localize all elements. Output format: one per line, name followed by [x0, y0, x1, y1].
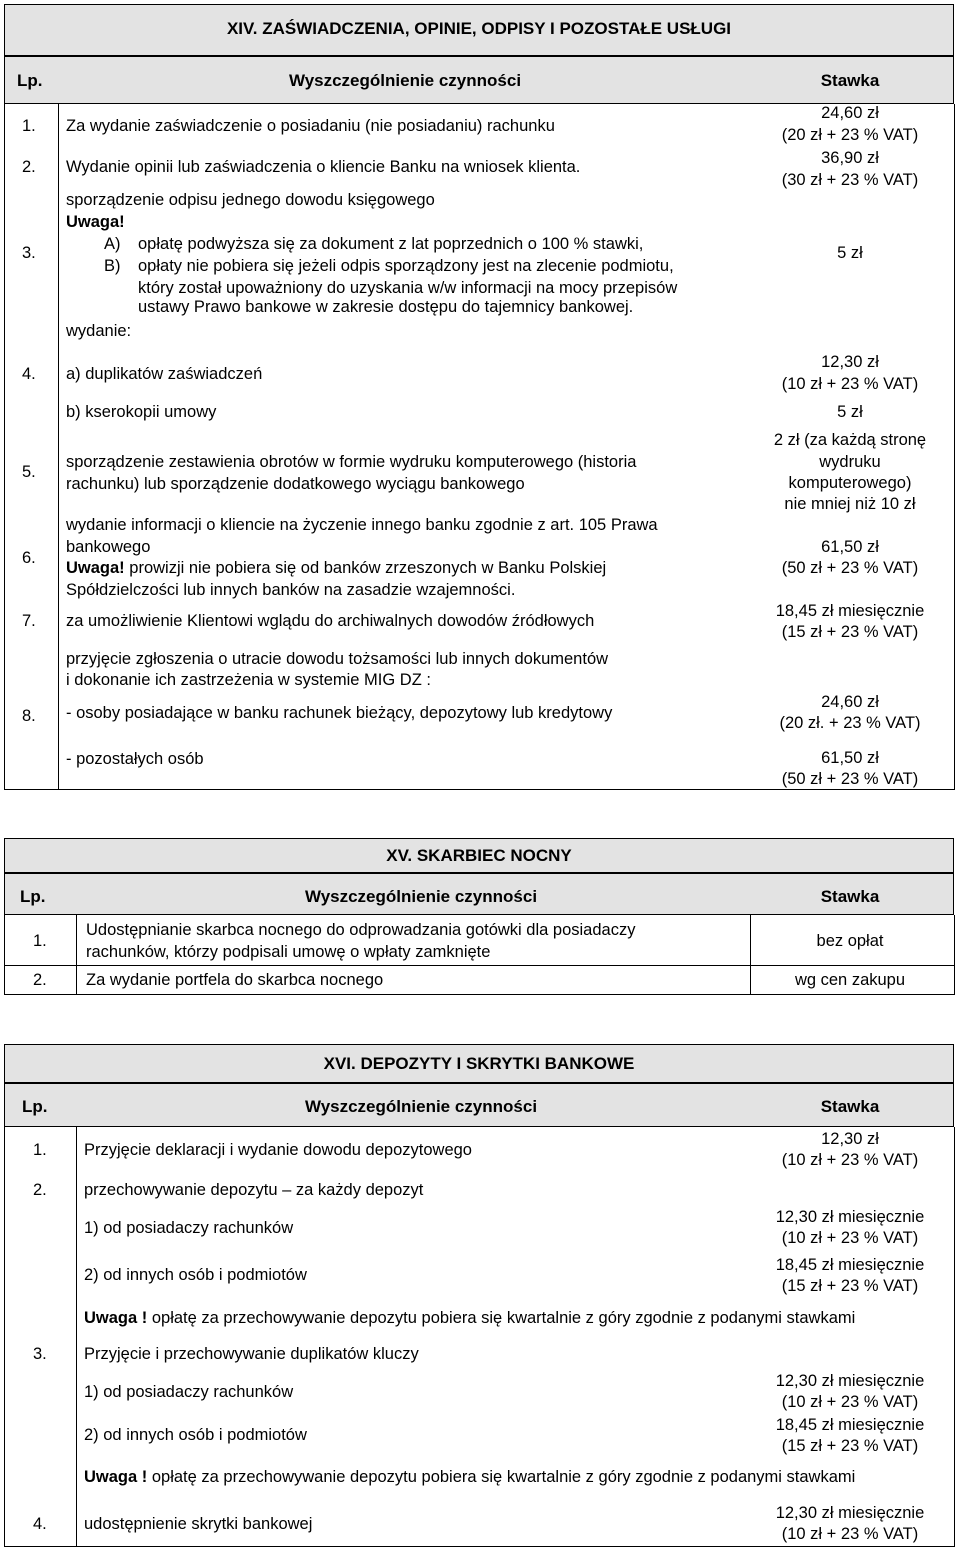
row-text: Za wydanie portfela do skarbca nocnego: [86, 971, 384, 989]
section-xiv-title: XIV. ZAŚWIADCZENIA, OPINIE, ODPISY I POZOSTAŁE USŁUGI: [226, 19, 732, 38]
row-number: 3.: [33, 1345, 47, 1363]
row-rate-vat: (20 zł. + 23 % VAT): [779, 714, 921, 732]
row-text: wydanie informacji o kliencie na życzenie innego banku zgodnie z art. 105 Prawa: [66, 516, 658, 534]
row-rate-vat: (10 zł + 23 % VAT): [781, 1151, 919, 1169]
list-item-text: ustawy Prawo bankowe w zakresie dostępu do tajemnicy bankowej.: [138, 298, 634, 316]
row-rate: 36,90 zł: [821, 149, 879, 167]
col-header-rate: Stawka: [820, 1097, 880, 1116]
row-text: 1) od posiadaczy rachunków: [84, 1219, 294, 1237]
row-text: 2) od innych osób i podmiotów: [84, 1426, 307, 1444]
warning-label: Uwaga !: [84, 1309, 148, 1327]
row-divider: [4, 965, 955, 966]
row-text: sporządzenie zestawienia obrotów w formie wydruku komputerowego (historia: [66, 453, 637, 471]
row-text: za umożliwienie Klientowi wglądu do archiwalnych dowodów źródłowych: [66, 612, 595, 630]
table-border-right: [954, 915, 955, 995]
row-rate: 24,60 zł: [821, 693, 879, 711]
table-border-bottom: [4, 1546, 955, 1547]
row-text: rachunku) lub sporządzenie dodatkowego wyciągu bankowego: [66, 475, 525, 493]
row-rate-vat: (10 zł + 23 % VAT): [781, 375, 919, 393]
list-item-text: opłaty nie pobiera się jeżeli odpis sporządzony jest na zlecenie podmiotu,: [138, 257, 674, 275]
table-border-left: [4, 915, 5, 995]
col-header-lp: Lp.: [20, 887, 46, 906]
row-text: 1) od posiadaczy rachunków: [84, 1383, 294, 1401]
row-rate: 12,30 zł: [821, 353, 879, 371]
table-border-left: [4, 104, 5, 790]
row-rate: 61,50 zł: [821, 538, 879, 556]
row-rate: 5 zł: [837, 403, 863, 421]
row-number: 6.: [22, 549, 36, 567]
table-border-bottom: [4, 994, 955, 995]
warning-label: Uwaga!: [66, 559, 125, 577]
list-marker: B): [104, 257, 121, 275]
row-rate: wg cen zakupu: [794, 971, 906, 989]
col-header-lp: Lp.: [22, 1097, 48, 1116]
row-rate: 18,45 zł miesięcznie: [775, 1416, 925, 1434]
row-rate-vat: (50 zł + 23 % VAT): [781, 559, 919, 577]
section-xvi-title: XVI. DEPOZYTY I SKRYTKI BANKOWE: [323, 1054, 635, 1073]
row-number: 1.: [33, 932, 47, 950]
col-header-rate: Stawka: [820, 71, 880, 90]
warning-label: Uwaga !: [84, 1468, 148, 1486]
row-text: a) duplikatów zaświadczeń: [66, 365, 263, 383]
col-header-lp: Lp.: [17, 71, 43, 90]
col-divider: [58, 104, 59, 790]
row-text: Spółdzielczości lub innych banków na zasadzie wzajemności.: [66, 581, 516, 599]
warning-text: prowizji nie pobiera się od banków zrzeszonych w Banku Polskiej: [124, 559, 607, 577]
row-number: 4.: [22, 365, 36, 383]
row-rate-vat: (50 zł + 23 % VAT): [781, 770, 919, 788]
row-rate-vat: (10 zł + 23 % VAT): [781, 1525, 919, 1543]
row-text: wydanie:: [66, 322, 132, 340]
row-text: przechowywanie depozytu – za każdy depozyt: [84, 1181, 424, 1199]
row-text: udostępnienie skrytki bankowej: [84, 1515, 313, 1533]
col-divider: [76, 915, 77, 995]
col-divider: [76, 1127, 77, 1547]
row-text: przyjęcie zgłoszenia o utracie dowodu tożsamości lub innych dokumentów: [66, 650, 609, 668]
row-number: 1.: [33, 1141, 47, 1159]
row-text: Udostępnianie skarbca nocnego do odprowadzania gotówki dla posiadaczy: [86, 921, 636, 939]
row-rate-vat: (15 zł + 23 % VAT): [781, 1437, 919, 1455]
row-number: 2.: [22, 158, 36, 176]
section-xv-title: XV. SKARBIEC NOCNY: [386, 846, 572, 865]
row-rate: 12,30 zł: [821, 1130, 879, 1148]
row-number: 4.: [33, 1515, 47, 1533]
row-text: Przyjęcie deklaracji i wydanie dowodu depozytowego: [84, 1141, 472, 1159]
row-rate: 24,60 zł: [821, 104, 879, 122]
row-text: rachunków, którzy podpisali umowę o wpłaty zamknięte: [86, 943, 491, 961]
row-number: 7.: [22, 612, 36, 630]
row-rate: 18,45 zł miesięcznie: [775, 602, 925, 620]
row-rate: 12,30 zł miesięcznie: [775, 1208, 925, 1226]
row-rate: nie mniej niż 10 zł: [784, 495, 916, 513]
row-text: b) kserokopii umowy: [66, 403, 217, 421]
row-text: - pozostałych osób: [66, 750, 204, 768]
row-number: 3.: [22, 244, 36, 262]
row-rate-vat: (10 zł + 23 % VAT): [781, 1393, 919, 1411]
row-number: 2.: [33, 1181, 47, 1199]
row-rate: komputerowego): [788, 474, 912, 492]
warning-label: Uwaga!: [66, 213, 125, 231]
row-rate: 12,30 zł miesięcznie: [775, 1372, 925, 1390]
row-rate: 61,50 zł: [821, 749, 879, 767]
row-rate: bez opłat: [816, 932, 884, 950]
col-header-desc: Wyszczególnienie czynności: [304, 1097, 538, 1116]
list-item-text: który został upoważniony do uzyskania w/w informacji na mocy przepisów: [138, 279, 678, 297]
note: [84, 1467, 855, 1488]
row-rate-vat: (15 zł + 23 % VAT): [781, 1277, 919, 1295]
row-rate-vat: (10 zł + 23 % VAT): [781, 1229, 919, 1247]
row-rate-vat: (30 zł + 23 % VAT): [781, 171, 919, 189]
col-header-rate: Stawka: [820, 887, 880, 906]
row-text: sporządzenie odpisu jednego dowodu księgowego: [66, 191, 435, 209]
row-number: 8.: [22, 707, 36, 725]
row-rate: 12,30 zł miesięcznie: [775, 1504, 925, 1522]
row-text: Wydanie opinii lub zaświadczenia o kliencie Banku na wniosek klienta.: [66, 158, 581, 176]
row-rate: 2 zł (za każdą stronę: [773, 431, 927, 449]
row-text: 2) od innych osób i podmiotów: [84, 1266, 307, 1284]
warning-text: opłatę za przechowywanie depozytu pobiera się kwartalnie z góry zgodnie z podanymi stawkami: [147, 1468, 856, 1486]
row-text: - osoby posiadające w banku rachunek bieżący, depozytowy lub kredytowy: [66, 704, 613, 722]
row-text: i dokonanie ich zastrzeżenia w systemie MIG DZ :: [66, 671, 431, 689]
row-number: 1.: [22, 117, 36, 135]
row-text: [66, 558, 606, 579]
col-header-desc: Wyszczególnienie czynności: [288, 71, 522, 90]
col-header-desc: Wyszczególnienie czynności: [304, 887, 538, 906]
row-text: Przyjęcie i przechowywanie duplikatów kluczy: [84, 1345, 419, 1363]
list-item-text: opłatę podwyższa się za dokument z lat poprzednich o 100 % stawki,: [138, 235, 644, 253]
row-number: 5.: [22, 463, 36, 481]
row-text: bankowego: [66, 538, 151, 556]
table-border-right: [954, 1127, 955, 1547]
table-border-left: [4, 1127, 5, 1547]
note: [84, 1308, 855, 1329]
row-rate-vat: (20 zł + 23 % VAT): [781, 126, 919, 144]
warning-text: opłatę za przechowywanie depozytu pobiera się kwartalnie z góry zgodnie z podanymi stawkami: [147, 1309, 856, 1327]
row-rate-vat: (15 zł + 23 % VAT): [781, 623, 919, 641]
table-border-right: [954, 104, 955, 790]
row-rate: 18,45 zł miesięcznie: [775, 1256, 925, 1274]
row-rate: 5 zł: [837, 244, 863, 262]
row-rate: wydruku: [819, 453, 881, 471]
row-text: Za wydanie zaświadczenie o posiadaniu (nie posiadaniu) rachunku: [66, 117, 555, 135]
list-marker: A): [104, 235, 121, 253]
row-number: 2.: [33, 971, 47, 989]
